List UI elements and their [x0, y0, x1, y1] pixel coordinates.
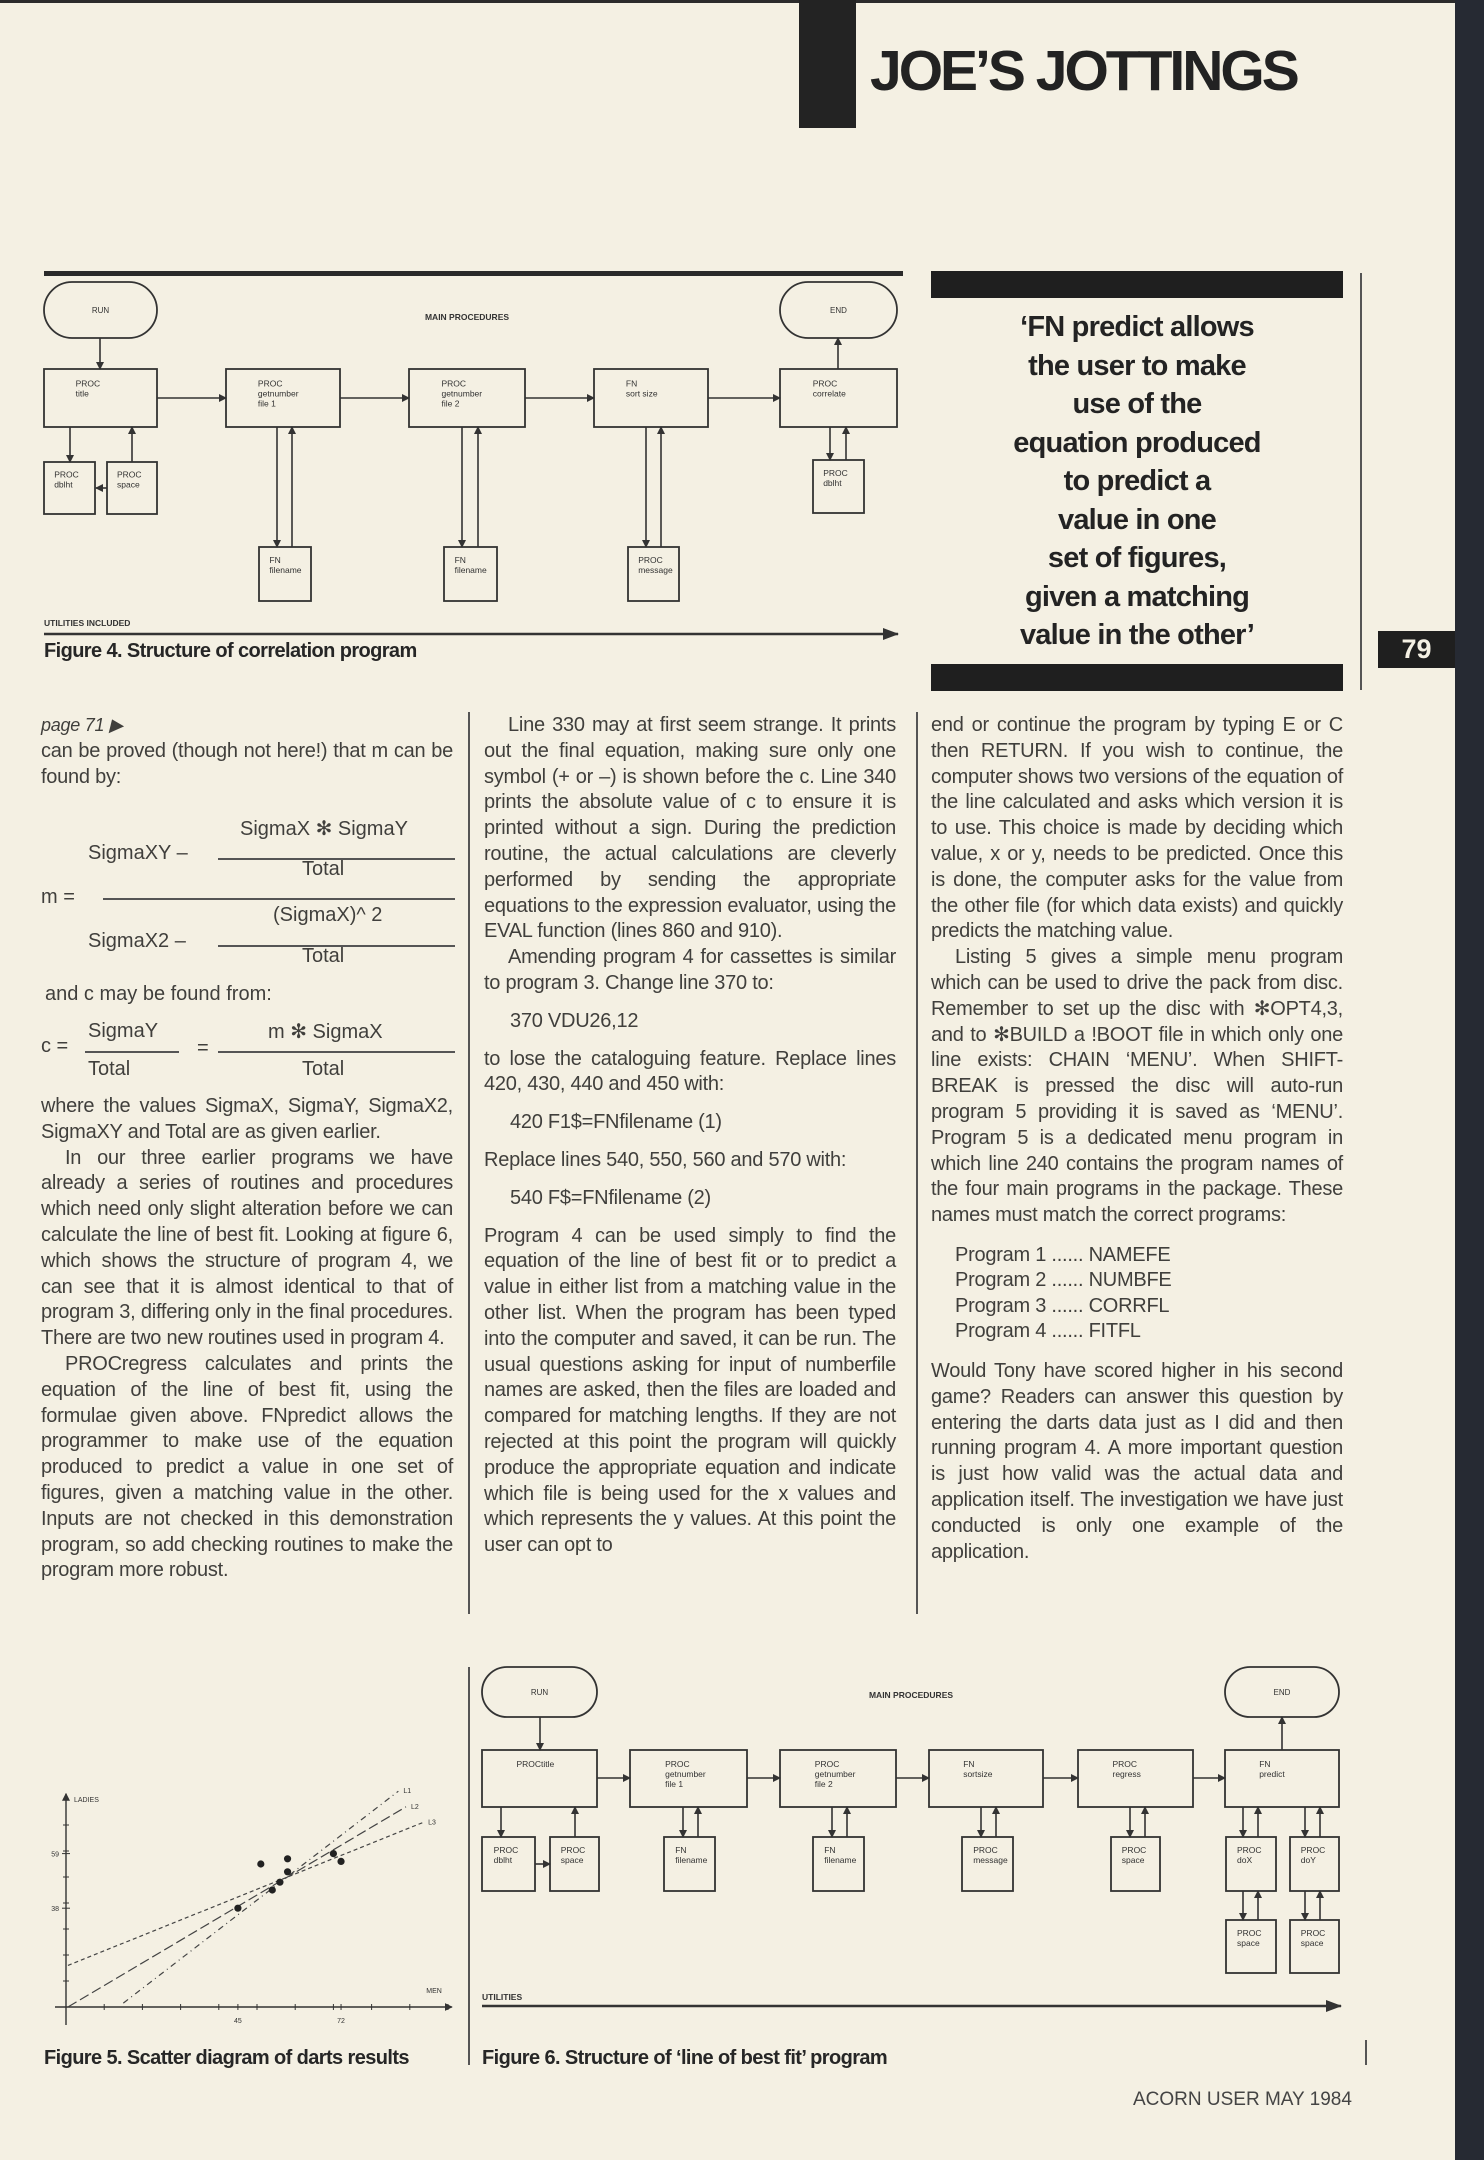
- end-terminal-label: END: [830, 306, 847, 315]
- pull-quote-line: to predict a: [1063, 465, 1211, 497]
- pull-quote-line: given a matching: [1024, 580, 1250, 613]
- utility-box-label: PROC: [1237, 1927, 1262, 1938]
- procedure-box-label: PROC: [665, 1759, 690, 1770]
- procedure-box-label: correlate: [812, 388, 846, 399]
- paragraph: can be proved (though not here!) that m can be found by:: [41, 739, 453, 788]
- data-point: [330, 1850, 337, 1857]
- utility-box-label: space: [1237, 1937, 1260, 1948]
- utility-box-label: PROC: [1237, 1845, 1262, 1856]
- paragraph: end or continue the program by typing E or C then RETURN. If you wish to continue, the computer shows two versions of the equation of the line calculated and asks which version it is to use. This choice is made by deciding which value, x or y, needs to be predicted. Once this is done, the computer asks for the value from the other file (for which data exists) and quickly predicts the matching value.: [931, 714, 1343, 943]
- utility-box-label: PROC: [493, 1845, 519, 1856]
- utility-box-label: doX: [1237, 1855, 1253, 1866]
- utility-box-label: FN: [824, 1845, 836, 1856]
- formula-term: SigmaX2 –: [88, 930, 186, 952]
- fit-line-label: L1: [403, 1788, 412, 1796]
- fit-line-label: L3: [428, 1819, 436, 1827]
- paragraph: to lose the cataloguing feature. Replace lines 420, 430, 440 and 450 with:: [484, 1047, 896, 1096]
- program-list-item: Program 1 ...... NAMEFE: [955, 1243, 1171, 1266]
- end-terminal-label: END: [1273, 1688, 1291, 1697]
- fit-line-l3: [68, 1822, 423, 1965]
- procedure-box-label: PROC: [257, 378, 283, 389]
- utility-box-label: PROC: [560, 1845, 586, 1856]
- paragraph: Program 4 can be used simply to find the equation of the line of best fit or to predict a value in either list from a matching value in the other list. When the program has been typed into the computer and saved, it can be run. The usual questions asking for input of numberfile names are asked, then the files are loaded and compared for matching lengths. If they are not rejected at this point the program will quickly produce the appropriate equation and indicate which file is being used for the x values and which represents the y values. At this point the user can opt to: [484, 1224, 896, 1557]
- paragraph: Listing 5 gives a simple menu program which can be used to drive the pack from disc. Remember to set up the disc with ✻OPT4,3, and to ✻BUILD a !BOOT file in which only one line exists: CHAIN ‘MENU’. When SHIFT-BREAK is pressed the disc will auto-run program 5 providing it is saved as ‘MENU’. Program 5 is a dedicated menu program in which line 240 contains the program names of the four main programs in the package. These names must match the correct programs:: [931, 946, 1343, 1227]
- formula-term: SigmaXY –: [88, 842, 188, 864]
- pull-quote-line: value in one: [1058, 503, 1216, 536]
- utility-box-label: message: [973, 1855, 1008, 1866]
- utility-box-label: PROC: [1300, 1927, 1326, 1938]
- figure6-caption: Figure 6. Structure of ‘line of best fit’ program: [482, 2047, 888, 2069]
- utility-box-label: PROC: [117, 469, 142, 480]
- figure6-diagram: [482, 1667, 1341, 2006]
- utilities-label: UTILITIES: [482, 1992, 523, 2002]
- utility-box-label: space: [117, 479, 140, 490]
- program-list-item: Program 2 ...... NUMBFE: [955, 1269, 1172, 1292]
- procedure-box-label: getnumber: [257, 388, 299, 399]
- pull-quote-line: equation produced: [1013, 426, 1261, 459]
- run-terminal-label: RUN: [91, 306, 110, 315]
- utility-box-label: FN: [454, 555, 466, 566]
- code-line: 370 VDU26,12: [510, 1009, 639, 1032]
- utility-box-label: PROC: [638, 555, 663, 566]
- procedure-box-label: getnumber: [665, 1769, 706, 1780]
- data-point: [234, 1905, 241, 1912]
- fit-line-l1: [123, 1791, 398, 2003]
- utility-box-label: filename: [269, 565, 302, 576]
- procedure-box: [44, 369, 157, 427]
- y-tick-label: 38: [51, 1906, 59, 1914]
- procedure-box-label: PROC: [75, 378, 101, 389]
- section-label: MAIN PROCEDURES: [424, 312, 510, 322]
- utility-box-label: PROC: [823, 467, 848, 478]
- utility-box-label: space: [1121, 1855, 1145, 1866]
- pull-quote-line: use of the: [1072, 388, 1202, 420]
- formula-term: SigmaY: [88, 1020, 159, 1042]
- x-tick-label: 72: [337, 2018, 345, 2025]
- data-point: [284, 1868, 291, 1875]
- procedure-box-label: PROC: [814, 1759, 840, 1770]
- program-list-item: Program 4 ...... FITFL: [955, 1320, 1141, 1343]
- procedure-box-label: FN: [1259, 1759, 1271, 1770]
- code-line: 420 F1$=FNfilename (1): [510, 1111, 722, 1134]
- figure4-diagram: [44, 282, 898, 634]
- data-point: [337, 1858, 344, 1865]
- paragraph: Amending program 4 for cassettes is similar to program 3. Change line 370 to:: [484, 946, 896, 994]
- paragraph: Replace lines 540, 550, 560 and 570 with:: [484, 1148, 847, 1171]
- y-axis-label: LADIES: [74, 1796, 99, 1804]
- paragraph: PROCregress calculates and prints the equation of the line of best fit, using the formulae given above. FNpredict allows the programmer to make use of the equation produced to predict a value in one set of figures, given a matching value in the other. Inputs are not checked in this demonstration program, so add checking routines to make the program more robust.: [41, 1352, 453, 1582]
- data-point: [269, 1886, 276, 1893]
- procedure-box-label: file 1: [665, 1779, 684, 1790]
- utility-box-label: filename: [454, 565, 487, 576]
- paragraph: Line 330 may at first seem strange. It prints out the final equation, making sure only one symbol (+ or –) is shown before the c. Line 340 prints the absolute value of c to ensure it is printed without a sign. During the prediction routine, the actual calculations are cleverly performed by sending the appropriate equations to the expression evaluator, using the EVAL function (lines 860 and 910).: [484, 714, 896, 943]
- procedure-box-label: regress: [1112, 1769, 1141, 1780]
- formula-term: m ✻ SigmaX: [268, 1021, 383, 1043]
- formula-term: Total: [88, 1058, 131, 1080]
- utility-box-label: filename: [675, 1855, 708, 1866]
- procedure-box-label: getnumber: [814, 1769, 856, 1780]
- formula-term: m =: [41, 886, 75, 908]
- formula-term: Total: [302, 945, 345, 967]
- data-point: [284, 1855, 291, 1862]
- formula-term: SigmaX ✻ SigmaY: [240, 818, 408, 840]
- utility-box-label: dblht: [54, 479, 73, 490]
- formula-term: =: [197, 1037, 209, 1059]
- utility-box-label: doY: [1300, 1855, 1316, 1866]
- utility-box-label: message: [638, 565, 673, 576]
- pull-quote-line: ‘FN predict allows: [1020, 311, 1254, 343]
- figure5-scatter: [51, 1788, 452, 2025]
- utility-box-label: PROC: [973, 1845, 998, 1856]
- procedure-box-label: getnumber: [441, 388, 483, 399]
- formula-term: Total: [302, 1058, 345, 1080]
- footer-magazine-issue: ACORN USER MAY 1984: [1133, 2089, 1352, 2110]
- utility-box-label: filename: [824, 1855, 857, 1866]
- utility-box-label: FN: [675, 1845, 687, 1856]
- procedure-box-label: PROC: [1112, 1759, 1138, 1770]
- paragraph: where the values SigmaX, SigmaY, SigmaX2, SigmaXY and Total are as given earlier.: [41, 1095, 453, 1143]
- section-label: MAIN PROCEDURES: [868, 1690, 954, 1700]
- y-tick-label: 59: [51, 1851, 59, 1859]
- procedure-box-label: file 2: [814, 1779, 833, 1790]
- procedure-box-label: FN: [625, 378, 638, 389]
- procedure-box-label: PROC: [441, 378, 467, 389]
- page-title: JOE’S JOTTINGS: [870, 39, 1297, 103]
- formula-term: Total: [302, 858, 345, 880]
- x-axis-label: MEN: [426, 1988, 442, 1995]
- figure5-caption: Figure 5. Scatter diagram of darts results: [44, 2047, 409, 2069]
- utility-box-label: space: [560, 1855, 584, 1866]
- paragraph: In our three earlier programs we have already a series of routines and procedures which need only slight alteration before we can calculate the line of best fit. Looking at figure 6, which shows the structure of program 4, we can see that it is almost identical to that of program 3, differing only in the final procedures. There are two new routines used in program 4.: [41, 1146, 453, 1350]
- figure4-caption: Figure 4. Structure of correlation program: [44, 640, 417, 662]
- page-number: 79: [1378, 631, 1455, 668]
- procedure-box-label: file 2: [441, 398, 460, 409]
- pull-quote-line: value in the other’: [1019, 619, 1255, 651]
- utility-box-label: dblht: [823, 477, 842, 488]
- procedure-box-label: sort size: [625, 388, 658, 399]
- paragraph: and c may be found from:: [45, 983, 272, 1005]
- procedure-box-label: FN: [963, 1759, 975, 1770]
- code-line: 540 F$=FNfilename (2): [510, 1186, 711, 1209]
- procedure-box-label: sortsize: [963, 1769, 993, 1780]
- formula-term: (SigmaX)^ 2: [273, 904, 383, 926]
- utilities-label: UTILITIES INCLUDED: [44, 618, 131, 628]
- formula-term: c =: [41, 1035, 69, 1057]
- utility-box-label: FN: [269, 555, 281, 566]
- x-tick-label: 45: [234, 2018, 242, 2025]
- pull-quote-line: the user to make: [1028, 349, 1246, 382]
- procedure-box-label: PROC: [812, 378, 838, 389]
- pull-quote-line: set of figures,: [1047, 542, 1227, 574]
- utility-box-label: space: [1300, 1937, 1324, 1948]
- utility-box-label: dblht: [493, 1855, 513, 1866]
- run-terminal-label: RUN: [530, 1688, 549, 1697]
- paragraph: Would Tony have scored higher in his second game? Readers can answer this question by entering the darts data just as I did and then running program 4. A more important question is just how valid was the actual data and application itself. The investigation we have just conducted is only one example of the application.: [931, 1359, 1343, 1563]
- figure4-top-rule: [44, 271, 903, 276]
- data-point: [276, 1879, 283, 1886]
- utility-box-label: PROC: [54, 469, 79, 480]
- procedure-box-label: file 1: [257, 398, 276, 409]
- procedure-box-label: predict: [1259, 1769, 1285, 1780]
- utility-box-label: PROC: [1300, 1845, 1326, 1856]
- fit-line-label: L2: [410, 1803, 419, 1811]
- utility-box-label: PROC: [1121, 1845, 1147, 1856]
- continued-from-label: page 71 ▶: [41, 715, 123, 735]
- program-list-item: Program 3 ...... CORRFL: [955, 1294, 1170, 1317]
- data-point: [257, 1860, 264, 1867]
- procedure-box-label: title: [75, 388, 89, 399]
- procedure-box-label: PROCtitle: [516, 1759, 555, 1770]
